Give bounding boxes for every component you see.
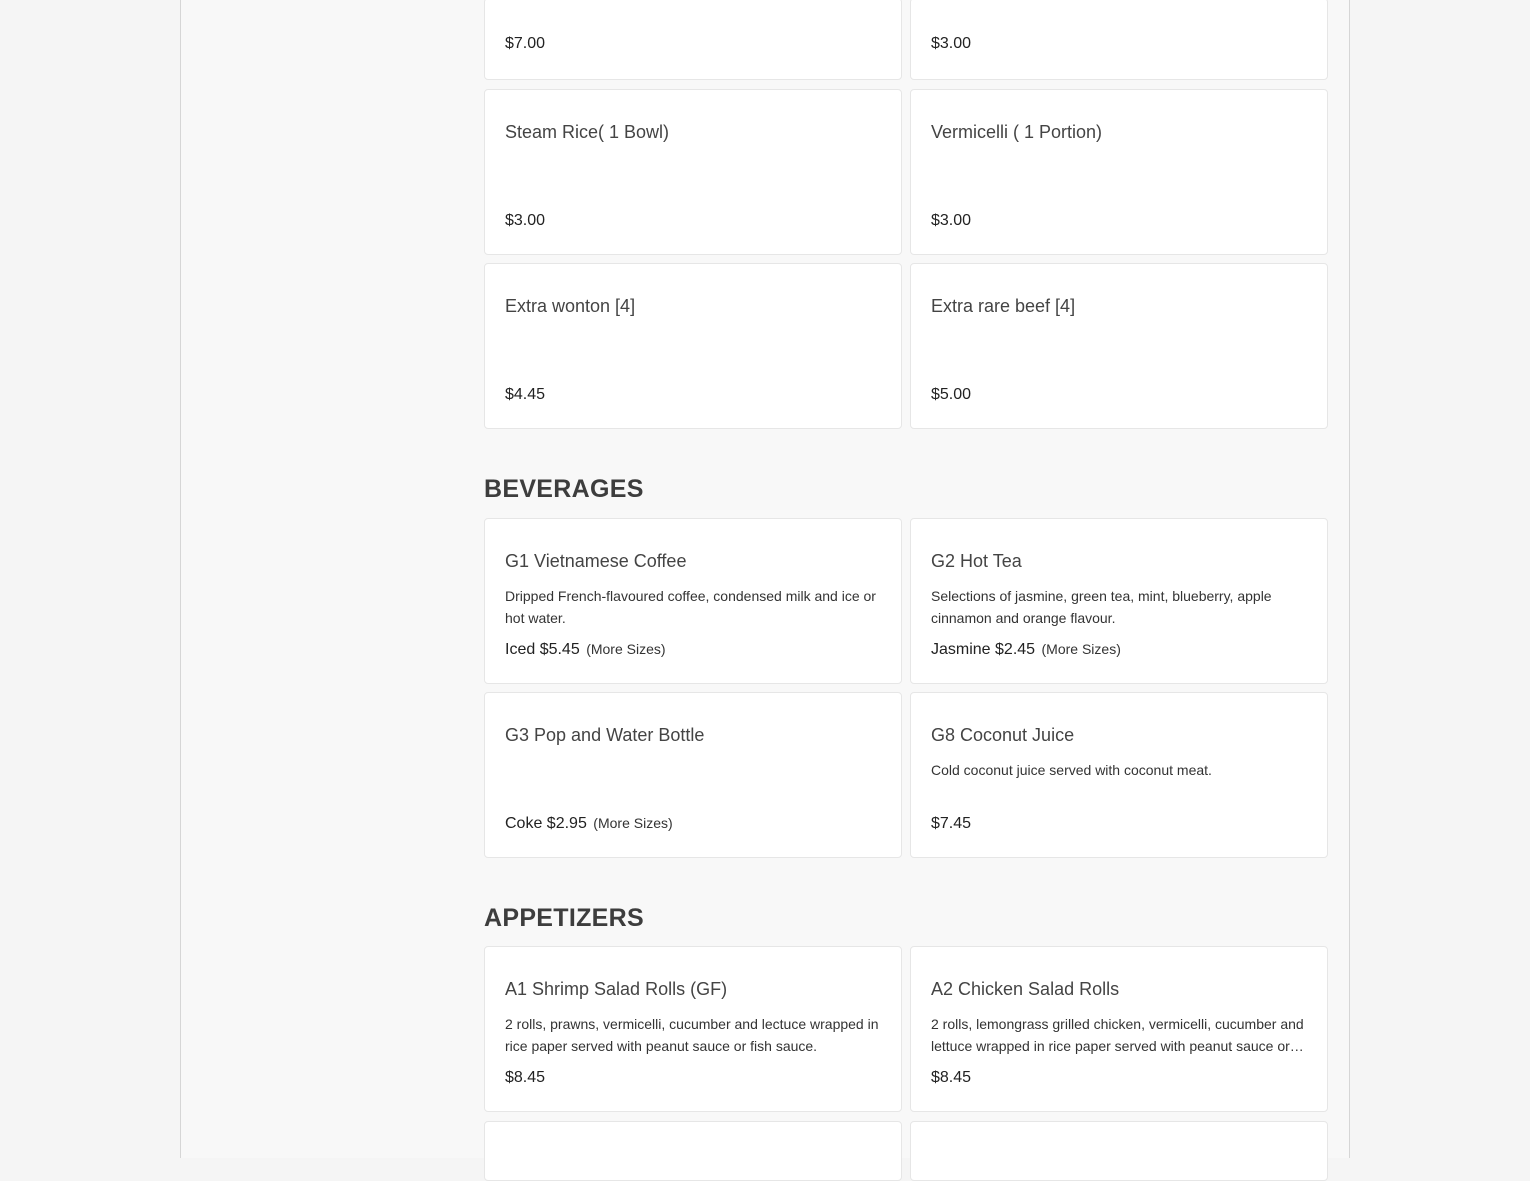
item-description: 2 rolls, lemongrass grilled chicken, vermicelli, cucumber and lettuce wrapped in rice paper served with peanut sauce or bbox=[931, 1016, 1304, 1054]
menu-grid-partial-top bbox=[484, 0, 1328, 80]
menu-item-card[interactable] bbox=[910, 0, 1328, 80]
item-price-row bbox=[505, 815, 673, 833]
item-name: A1 Shrimp Salad Rolls (GF) bbox=[505, 979, 728, 999]
item-name: A2 Chicken Salad Rolls bbox=[931, 979, 1120, 999]
item-price-row bbox=[505, 641, 666, 659]
menu-grid-appetizers bbox=[484, 946, 1328, 1112]
item-price: $7.45 bbox=[931, 815, 972, 832]
item-price: $8.45 bbox=[505, 1069, 546, 1086]
menu-grid-beverages bbox=[484, 518, 1328, 858]
item-name: G1 Vietnamese Coffee bbox=[505, 551, 687, 571]
section-title-beverages: BEVERAGES bbox=[484, 475, 644, 503]
menu-item-card[interactable] bbox=[484, 946, 902, 1112]
menu-grid-partial-bottom bbox=[484, 1121, 1328, 1181]
menu-item-card[interactable] bbox=[910, 1121, 1328, 1181]
menu-item-card[interactable] bbox=[910, 263, 1328, 429]
menu-item-card[interactable] bbox=[484, 692, 902, 858]
menu-item-card[interactable] bbox=[910, 692, 1328, 858]
more-sizes-link[interactable]: (More Sizes) bbox=[593, 815, 673, 831]
menu-grid-sides bbox=[484, 89, 1328, 429]
menu-item-card[interactable] bbox=[484, 263, 902, 429]
item-name: Vermicelli ( 1 Portion) bbox=[931, 122, 1103, 142]
item-price: Iced $5.45 bbox=[505, 641, 580, 658]
item-name: G8 Coconut Juice bbox=[931, 725, 1075, 745]
menu-item-card[interactable] bbox=[910, 518, 1328, 684]
menu-item-card[interactable] bbox=[484, 0, 902, 80]
more-sizes-link[interactable]: (More Sizes) bbox=[586, 641, 666, 657]
item-price: $3.00 bbox=[505, 212, 546, 229]
item-price: $4.45 bbox=[505, 386, 546, 403]
menu-item-card[interactable] bbox=[484, 1121, 902, 1181]
menu-item-card[interactable] bbox=[910, 89, 1328, 255]
item-price: $7.00 bbox=[505, 35, 546, 52]
item-price: Jasmine $2.45 bbox=[931, 641, 1036, 658]
more-sizes-link[interactable]: (More Sizes) bbox=[1041, 641, 1121, 657]
item-description: Dripped French-flavoured coffee, condensed milk and ice or hot water. bbox=[505, 588, 876, 626]
item-price: $3.00 bbox=[931, 35, 972, 52]
item-description: Selections of jasmine, green tea, mint, blueberry, apple cinnamon and orange flavour. bbox=[931, 588, 1272, 626]
menu-item-card[interactable] bbox=[484, 89, 902, 255]
item-name: Extra wonton [4] bbox=[505, 296, 636, 316]
menu-item-card[interactable] bbox=[910, 946, 1328, 1112]
item-name: Extra rare beef [4] bbox=[931, 296, 1076, 316]
menu-item-card[interactable] bbox=[484, 518, 902, 684]
item-price: Coke $2.95 bbox=[505, 815, 587, 832]
item-description: 2 rolls, prawns, vermicelli, cucumber and lectuce wrapped in rice paper served with peanut sauce or fish sauce. bbox=[505, 1016, 879, 1054]
item-price: $5.00 bbox=[931, 386, 972, 403]
item-name: G3 Pop and Water Bottle bbox=[505, 725, 705, 745]
page-container bbox=[180, 0, 1350, 1158]
item-name: G2 Hot Tea bbox=[931, 551, 1022, 571]
item-price: $8.45 bbox=[931, 1069, 972, 1086]
item-name: Steam Rice( 1 Bowl) bbox=[505, 122, 670, 142]
item-price-row bbox=[931, 641, 1121, 659]
item-price: $3.00 bbox=[931, 212, 972, 229]
section-title-appetizers: APPETIZERS bbox=[484, 904, 644, 932]
item-description: Cold coconut juice served with coconut meat. bbox=[931, 762, 1212, 778]
